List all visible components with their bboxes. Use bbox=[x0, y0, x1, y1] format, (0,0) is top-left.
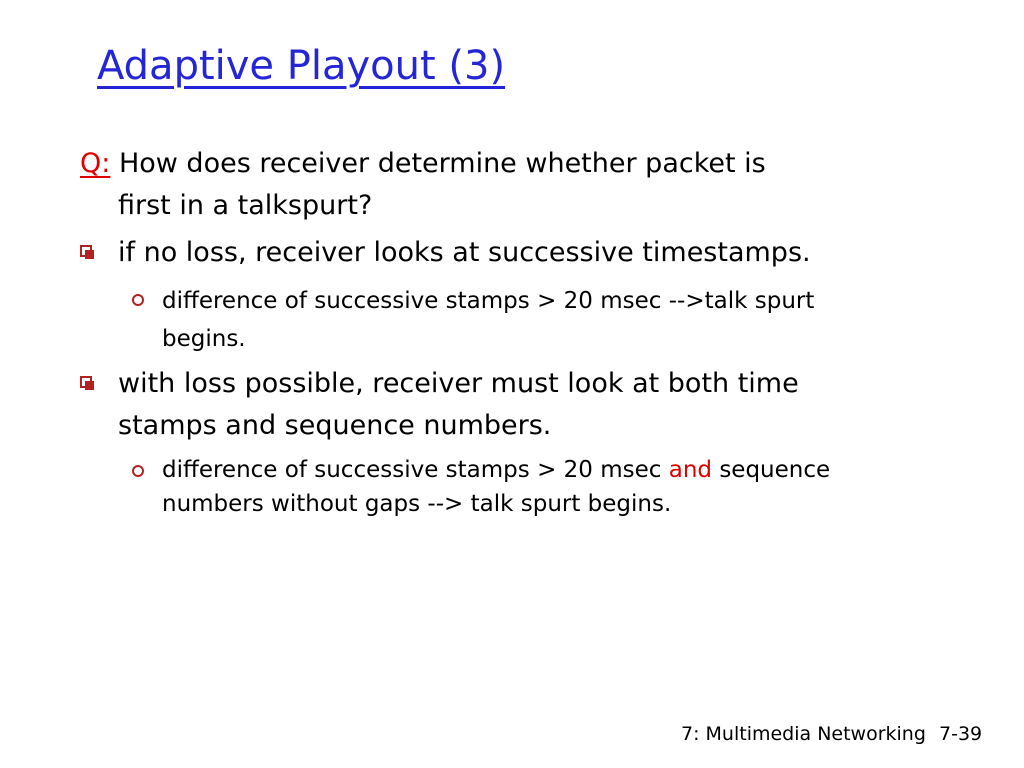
square-bullet-icon bbox=[80, 245, 92, 257]
footer-page-number: 7-39 bbox=[939, 723, 983, 745]
sub-bullet-2-line-1 bbox=[132, 453, 932, 487]
bullet-2-line-2: stamps and sequence numbers. bbox=[118, 410, 552, 441]
bullet-item-1 bbox=[80, 232, 960, 274]
question-line-1: How does receiver determine whether packet is bbox=[110, 148, 766, 179]
sub-bullet-1-line-2: begins. bbox=[162, 326, 246, 352]
sub-bullet-2-text-a: difference of successive stamps > 20 msec bbox=[162, 457, 669, 483]
footer-chapter: 7: Multimedia Networking bbox=[681, 723, 926, 745]
and-keyword: and bbox=[668, 457, 713, 483]
question-label: Q: bbox=[80, 148, 111, 179]
sub-bullet-2-text-b: sequence bbox=[712, 457, 831, 483]
slide-title: Adaptive Playout (3) bbox=[97, 43, 506, 89]
circle-bullet-icon bbox=[132, 465, 144, 477]
circle-bullet-icon bbox=[132, 294, 144, 306]
square-bullet-icon bbox=[80, 376, 92, 388]
question bbox=[80, 143, 940, 227]
sub-bullet-item-1 bbox=[132, 282, 932, 358]
sub-bullet-2-line-2: numbers without gaps --> talk spurt begins. bbox=[162, 491, 672, 517]
question-line-2: first in a talkspurt? bbox=[118, 190, 373, 221]
bullet-1-text: if no loss, receiver looks at successive timestamps. bbox=[118, 237, 811, 268]
bullet-2-line-1: with loss possible, receiver must look at both time bbox=[118, 368, 799, 399]
sub-bullet-1-line-1: difference of successive stamps > 20 msec -->talk spurt bbox=[162, 288, 815, 314]
sub-bullet-item-2 bbox=[132, 453, 932, 521]
bullet-item-2 bbox=[80, 363, 960, 447]
